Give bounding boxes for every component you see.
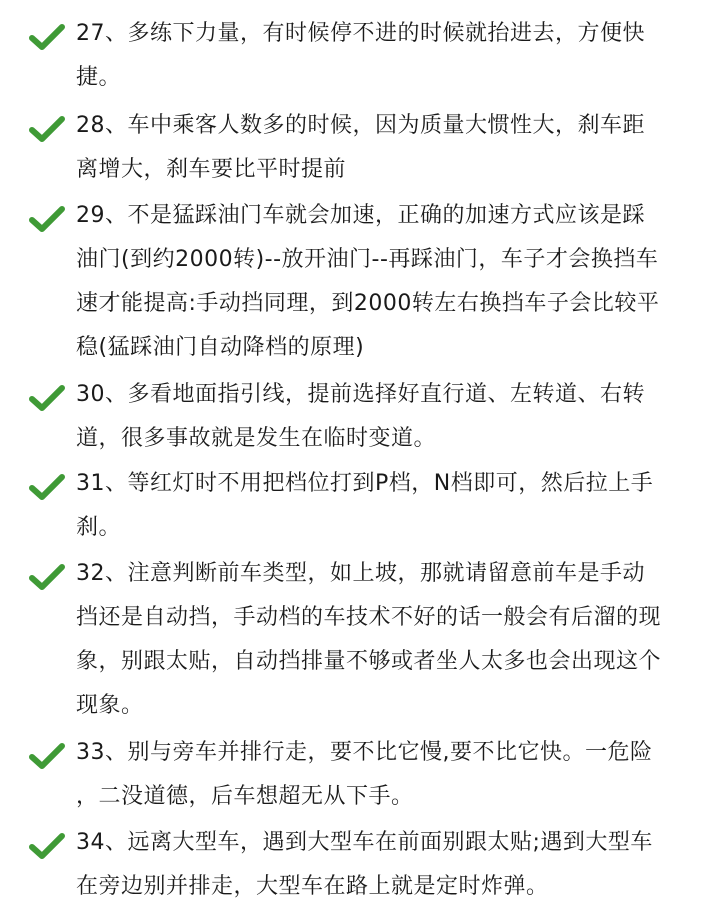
tip-text-line: ，二没道德，后车想超无从下手。 (76, 784, 414, 809)
tip-text-line: 刹。 (76, 515, 122, 540)
tip-text-line: 道，很多事故就是发生在临时变道。 (76, 426, 437, 451)
tip-text-line: 28、车中乘客人数多的时候，因为质量大惯性大，刹车距 (76, 113, 645, 138)
check-mark-icon (28, 831, 66, 861)
tip-text-line: 29、不是猛踩油门车就会加速，正确的加速方式应该是踩 (76, 203, 645, 228)
tip-text-line: 34、远离大型车，遇到大型车在前面别跟太贴;遇到大型车 (76, 830, 653, 855)
tip-text-line: 27、多练下力量，有时候停不进的时候就抬进去，方便快 (76, 21, 645, 46)
check-mark-icon (28, 114, 66, 144)
check-mark-icon (28, 741, 66, 771)
tip-text-line: 象，别跟太贴，自动挡排量不够或者坐人太多也会出现这个 (76, 649, 662, 674)
tip-text-line: 30、多看地面指引线，提前选择好直行道、左转道、右转 (76, 382, 645, 407)
check-mark-icon (28, 22, 66, 52)
tip-text-line: 32、注意判断前车类型，如上坡，那就请留意前车是手动 (76, 561, 645, 586)
tip-text-line: 33、别与旁车并排行走，要不比它慢,要不比它快。一危险 (76, 740, 653, 765)
tip-text-line: 稳(猛踩油门自动降档的原理) (76, 335, 365, 360)
tip-text-line: 油门(到约2000转)--放开油门--再踩油门，车子才会换挡车 (76, 247, 659, 272)
check-mark-icon (28, 383, 66, 413)
tip-text-line: 在旁边别并排走，大型车在路上就是定时炸弹。 (76, 874, 549, 899)
tip-text-line: 现象。 (76, 693, 144, 718)
check-mark-icon (28, 562, 66, 592)
tip-text-line: 31、等红灯时不用把档位打到P档，N档即可，然后拉上手 (76, 471, 654, 496)
tip-text-line: 离增大，刹车要比平时提前 (76, 157, 347, 182)
tip-text-line: 速才能提高:手动挡同理，到2000转左右换挡车子会比较平 (76, 291, 660, 316)
check-mark-icon (28, 204, 66, 234)
check-mark-icon (28, 472, 66, 502)
tip-text-line: 挡还是自动挡，手动档的车技术不好的话一般会有后溜的现 (76, 605, 662, 630)
tip-text-line: 捷。 (76, 65, 122, 90)
